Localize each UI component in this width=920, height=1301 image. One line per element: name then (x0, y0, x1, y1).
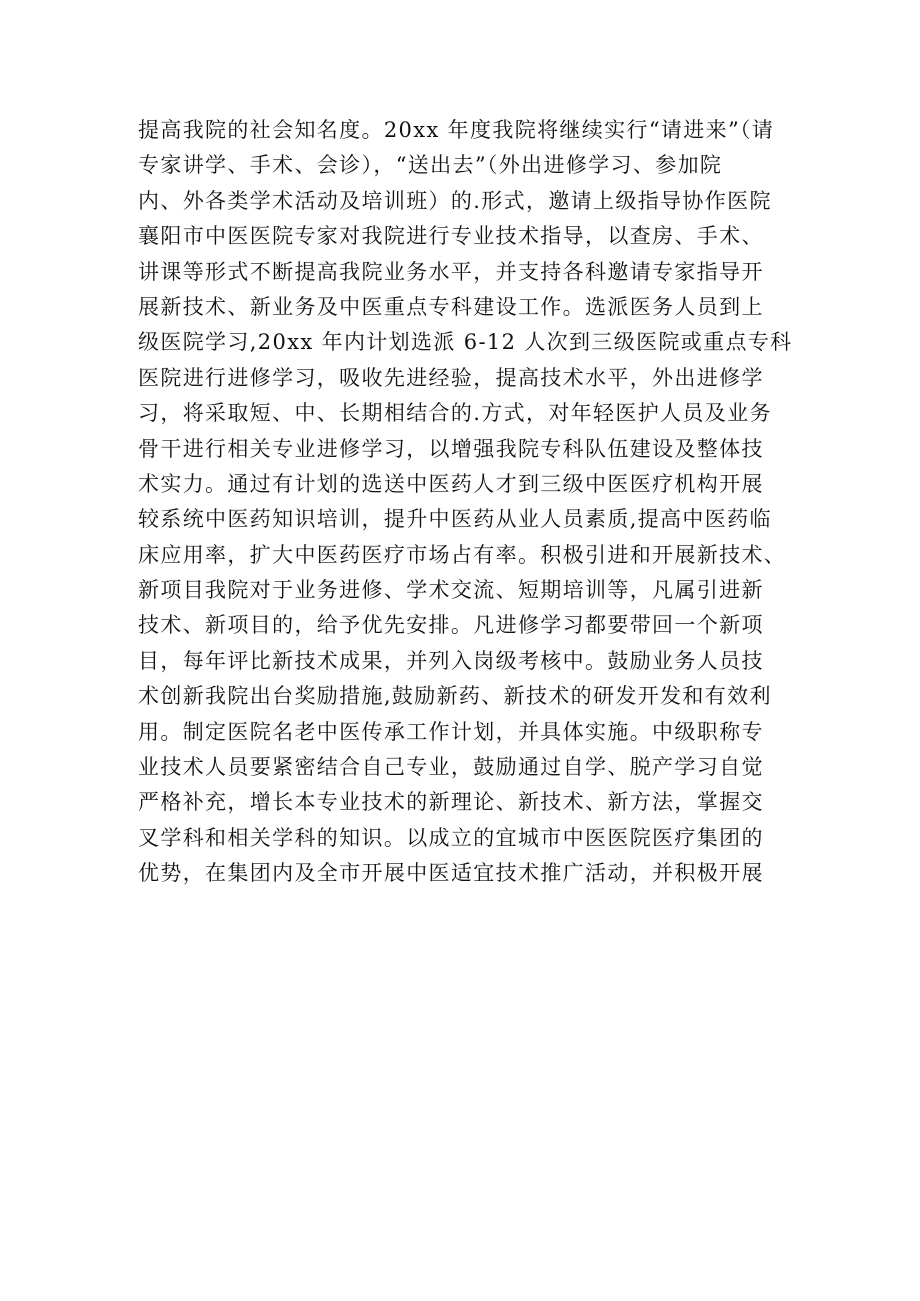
text-line-11: 术实力。通过有计划的选送中医药人才到三级中医医疗机构开展 (138, 471, 764, 496)
text-line-10: 骨干进行相关专业进修学习，以增强我院专科队伍建设及整体技 (138, 436, 764, 461)
text-line-15: 技术、新项目的，给予优先安排。凡进修学习都要带回一个新项 (138, 613, 764, 638)
text-line-2: 专家讲学、手术、会诊），“送出去”（外出进修学习、参加院 (138, 153, 723, 178)
text-line-6: 展新技术、新业务及中医重点专科建设工作。选派医务人员到上 (138, 294, 764, 319)
text-line-22: 优势，在集团内及全市开展中医适宜技术推广活动，并积极开展 (138, 861, 764, 886)
text-line-20: 严格补充，增长本专业技术的新理论、新技术、新方法，掌握交 (138, 790, 764, 815)
text-line-14: 新项目我院对于业务进修、学术交流、短期培训等，凡属引进新 (138, 578, 764, 603)
text-line-8: 医院进行进修学习，吸收先进经验，提高技术水平，外出进修学 (138, 365, 764, 390)
body-paragraph (138, 113, 798, 892)
text-line-17: 术创新我院出台奖励措施,鼓励新药、新技术的研发开发和有效利 (138, 684, 772, 709)
text-line-21: 叉学科和相关学科的知识。以成立的宜城市中医医院医疗集团的 (138, 825, 764, 850)
text-line-13: 床应用率，扩大中医药医疗市场占有率。积极引进和开展新技术、 (138, 542, 787, 567)
text-line-1: 提高我院的社会知名度。20xx 年度我院将继续实行“请进来”（请 (138, 118, 775, 142)
text-line-5: 讲课等形式不断提高我院业务水平，并支持各科邀请专家指导开 (138, 259, 764, 284)
text-line-16: 目，每年评比新技术成果，并列入岗级考核中。鼓励业务人员技 (138, 648, 764, 673)
text-line-3: 内、外各类学术活动及培训班）的.形式，邀请上级指导协作医院 (138, 188, 772, 213)
text-line-9: 习，将采取短、中、长期相结合的.方式，对年轻医护人员及业务 (138, 401, 772, 426)
text-line-19: 业技术人员要紧密结合自己专业，鼓励通过自学、脱产学习自觉 (138, 755, 764, 780)
text-line-18: 用。制定医院名老中医传承工作计划，并具体实施。中级职称专 (138, 719, 764, 744)
text-line-4: 襄阳市中医医院专家对我院进行专业技术指导，以查房、手术、 (138, 224, 764, 249)
text-line-12: 较系统中医药知识培训，提升中医药从业人员素质,提高中医药临 (138, 507, 772, 532)
text-line-7: 级医院学习,20xx 年内计划选派 6-12 人次到三级医院或重点专科 (138, 330, 793, 355)
